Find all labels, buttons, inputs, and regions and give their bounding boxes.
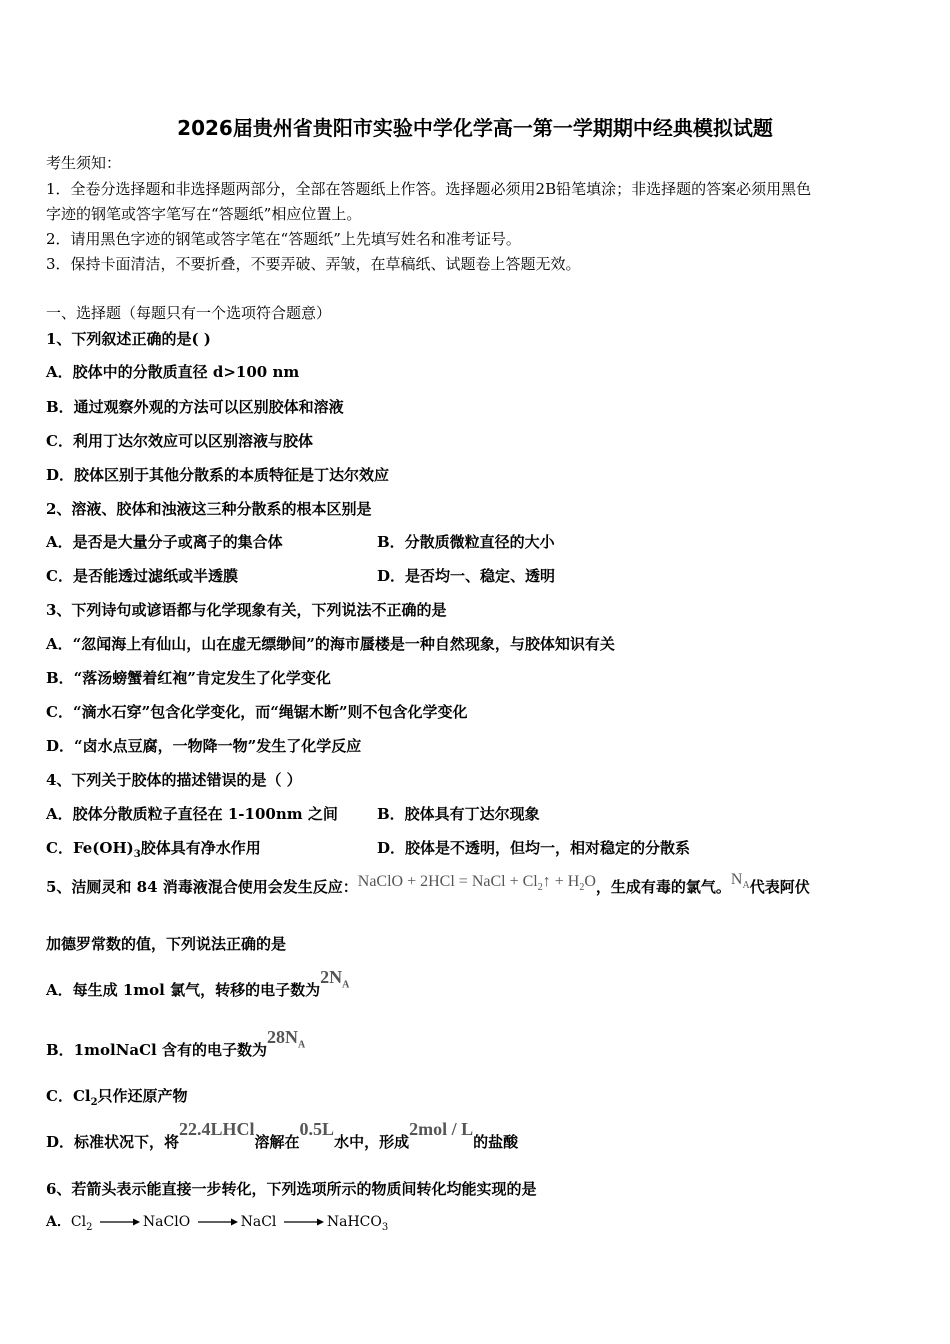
- q6-species-3: NaCl: [240, 1214, 277, 1230]
- q5-option-c-sub: 2: [90, 1097, 98, 1108]
- notice-item-3: 3．保持卡面清洁，不要折叠，不要弄破、弄皱，在草稿纸、试题卷上答题无效。: [46, 255, 581, 273]
- q4-option-c-post: 胶体具有净水作用: [140, 839, 261, 857]
- q5-option-b-value: 28N: [266, 1027, 298, 1047]
- q4-stem: 4、下列关于胶体的描述错误的是（ ）: [46, 771, 302, 789]
- q4-option-c-pre: C．Fe(OH): [46, 839, 134, 857]
- q3-option-a: A．“忽闻海上有仙山，山在虚无缥缈间”的海市蜃楼是一种自然现象，与胶体知识有关: [46, 635, 615, 653]
- notice-item-2: 2．请用黑色字迹的钢笔或答字笔在“答题纸”上先填写姓名和准考证号。: [46, 230, 521, 248]
- q5-stem-post: 代表阿伏: [749, 878, 810, 896]
- q5-option-d-post: 的盐酸: [473, 1133, 519, 1151]
- q2-option-d: D．是否均一、稳定、透明: [377, 567, 556, 585]
- q6-species-2: NaClO: [142, 1214, 191, 1230]
- q5-option-a-math: [320, 967, 350, 991]
- arrow-right-icon: [284, 1217, 324, 1227]
- q1-option-c: C．利用丁达尔效应可以区别溶液与胶体: [46, 432, 313, 450]
- q5-stem-pre: 5、洁厕灵和 84 消毒液混合使用会发生反应：: [46, 878, 358, 896]
- q2-option-a: A．是否是大量分子或离子的集合体: [46, 533, 283, 551]
- q6-option-a-label: A．: [46, 1214, 71, 1230]
- q4-option-c-sub: 3: [133, 849, 141, 860]
- q1-option-b: B．通过观察外观的方法可以区别胶体和溶液: [46, 398, 344, 416]
- q5-option-b-text: B．1molNaCl 含有的电子数为: [46, 1041, 267, 1059]
- q4-option-b: B．胶体具有丁达尔现象: [377, 805, 540, 823]
- q5-option-b-math: [266, 1027, 306, 1051]
- notice-heading: 考生须知：: [46, 154, 122, 172]
- arrow-right-icon: [198, 1217, 238, 1227]
- q4-option-c: [46, 837, 261, 860]
- q5-eq-sub1: 2: [537, 882, 543, 894]
- q5-eq-c: O: [584, 873, 596, 890]
- q4-option-d: D．胶体是不透明，但均一，相对稳定的分散系: [377, 839, 691, 857]
- q6-species-4-sub: 3: [381, 1221, 389, 1233]
- q5-na: N: [730, 871, 743, 888]
- q5-stem: [46, 871, 810, 899]
- q5-na-symbol: [730, 871, 750, 892]
- q5-option-d-math1: 22.4LHCl: [179, 1119, 255, 1139]
- section-heading: 一、选择题（每题只有一个选项符合题意）: [46, 304, 332, 322]
- q1-stem: [46, 328, 211, 349]
- q6-species-1: [70, 1214, 93, 1233]
- q6-species-1-sub: 2: [86, 1221, 93, 1233]
- q6-option-a: [46, 1211, 388, 1233]
- page-title: 2026届贵州省贵阳市实验中学化学高一第一学期期中经典模拟试题: [177, 116, 773, 140]
- q5-option-d: [46, 1119, 519, 1152]
- q5-option-c-post: 只作还原产物: [97, 1087, 188, 1105]
- q5-option-b: [46, 1027, 306, 1063]
- q5-option-a: [46, 967, 350, 1003]
- q3-option-d: D．“卤水点豆腐，一物降一物”发生了化学反应: [46, 737, 362, 755]
- q2-option-c: C．是否能透过滤纸或半透膜: [46, 567, 238, 585]
- q5-stem-mid: ，生成有毒的氯气。: [595, 878, 731, 896]
- notice-item-1: 1．全卷分选择题和非选择题两部分，全部在答题纸上作答。选择题必须用2B铅笔填涂；非选择题的答案必须用黑色: [46, 180, 812, 198]
- q5-option-c: [46, 1085, 188, 1108]
- q6-species-1-text: Cl: [70, 1214, 87, 1230]
- q5-na-sub: A: [742, 880, 750, 892]
- q5-option-d-mid2: 水中，形成: [334, 1133, 410, 1151]
- q1-option-d: D．胶体区别于其他分散系的本质特征是丁达尔效应: [46, 466, 390, 484]
- q3-stem: 3、下列诗句或谚语都与化学现象有关，下列说法不正确的是: [46, 601, 447, 619]
- q5-eq-b: ↑ + H: [542, 873, 580, 890]
- q6-species-4: [326, 1214, 389, 1233]
- q5-equation: [357, 873, 596, 894]
- q3-option-b: B．“落汤螃蟹着红袍”肯定发生了化学变化: [46, 669, 331, 687]
- q5-eq-a: NaClO + 2HCl = NaCl + Cl: [357, 873, 538, 890]
- q5-stem-line2: 加德罗常数的值，下列说法正确的是: [46, 935, 287, 953]
- q2-stem: 2、溶液、胶体和浊液这三种分散系的根本区别是: [46, 500, 372, 518]
- q5-option-b-sub: A: [297, 1039, 306, 1051]
- arrow-right-icon: [100, 1217, 140, 1227]
- q5-option-a-sub: A: [342, 979, 350, 991]
- q5-option-d-math3: 2mol / L: [409, 1119, 474, 1139]
- q5-option-a-value: 2N: [320, 967, 343, 987]
- q5-option-a-text: A．每生成 1mol 氯气，转移的电子数为: [46, 981, 321, 999]
- q5-option-d-mid1: 溶解在: [254, 1133, 300, 1151]
- q5-option-c-pre: C．Cl: [46, 1087, 91, 1105]
- q5-eq-sub2: 2: [579, 882, 585, 894]
- q6-species-4-text: NaHCO: [326, 1214, 382, 1230]
- q5-option-d-math2: 0.5L: [299, 1119, 335, 1139]
- q1-stem-text: 1、下列叙述正确的是( ): [46, 330, 211, 348]
- q1-option-a: A．胶体中的分散质直径 d>100 nm: [46, 363, 300, 381]
- notice-item-1-cont: 字迹的钢笔或答字笔写在“答题纸”相应位置上。: [46, 205, 362, 223]
- q3-option-c: C．“滴水石穿”包含化学变化，而“绳锯木断”则不包含化学变化: [46, 703, 468, 721]
- q2-option-b: B．分散质微粒直径的大小: [377, 533, 555, 551]
- q6-stem: 6、若箭头表示能直接一步转化，下列选项所示的物质间转化均能实现的是: [46, 1180, 537, 1198]
- q4-option-a: A．胶体分散质粒子直径在 1-100nm 之间: [46, 805, 338, 823]
- q5-option-d-pre: D．标准状况下，将: [46, 1133, 180, 1151]
